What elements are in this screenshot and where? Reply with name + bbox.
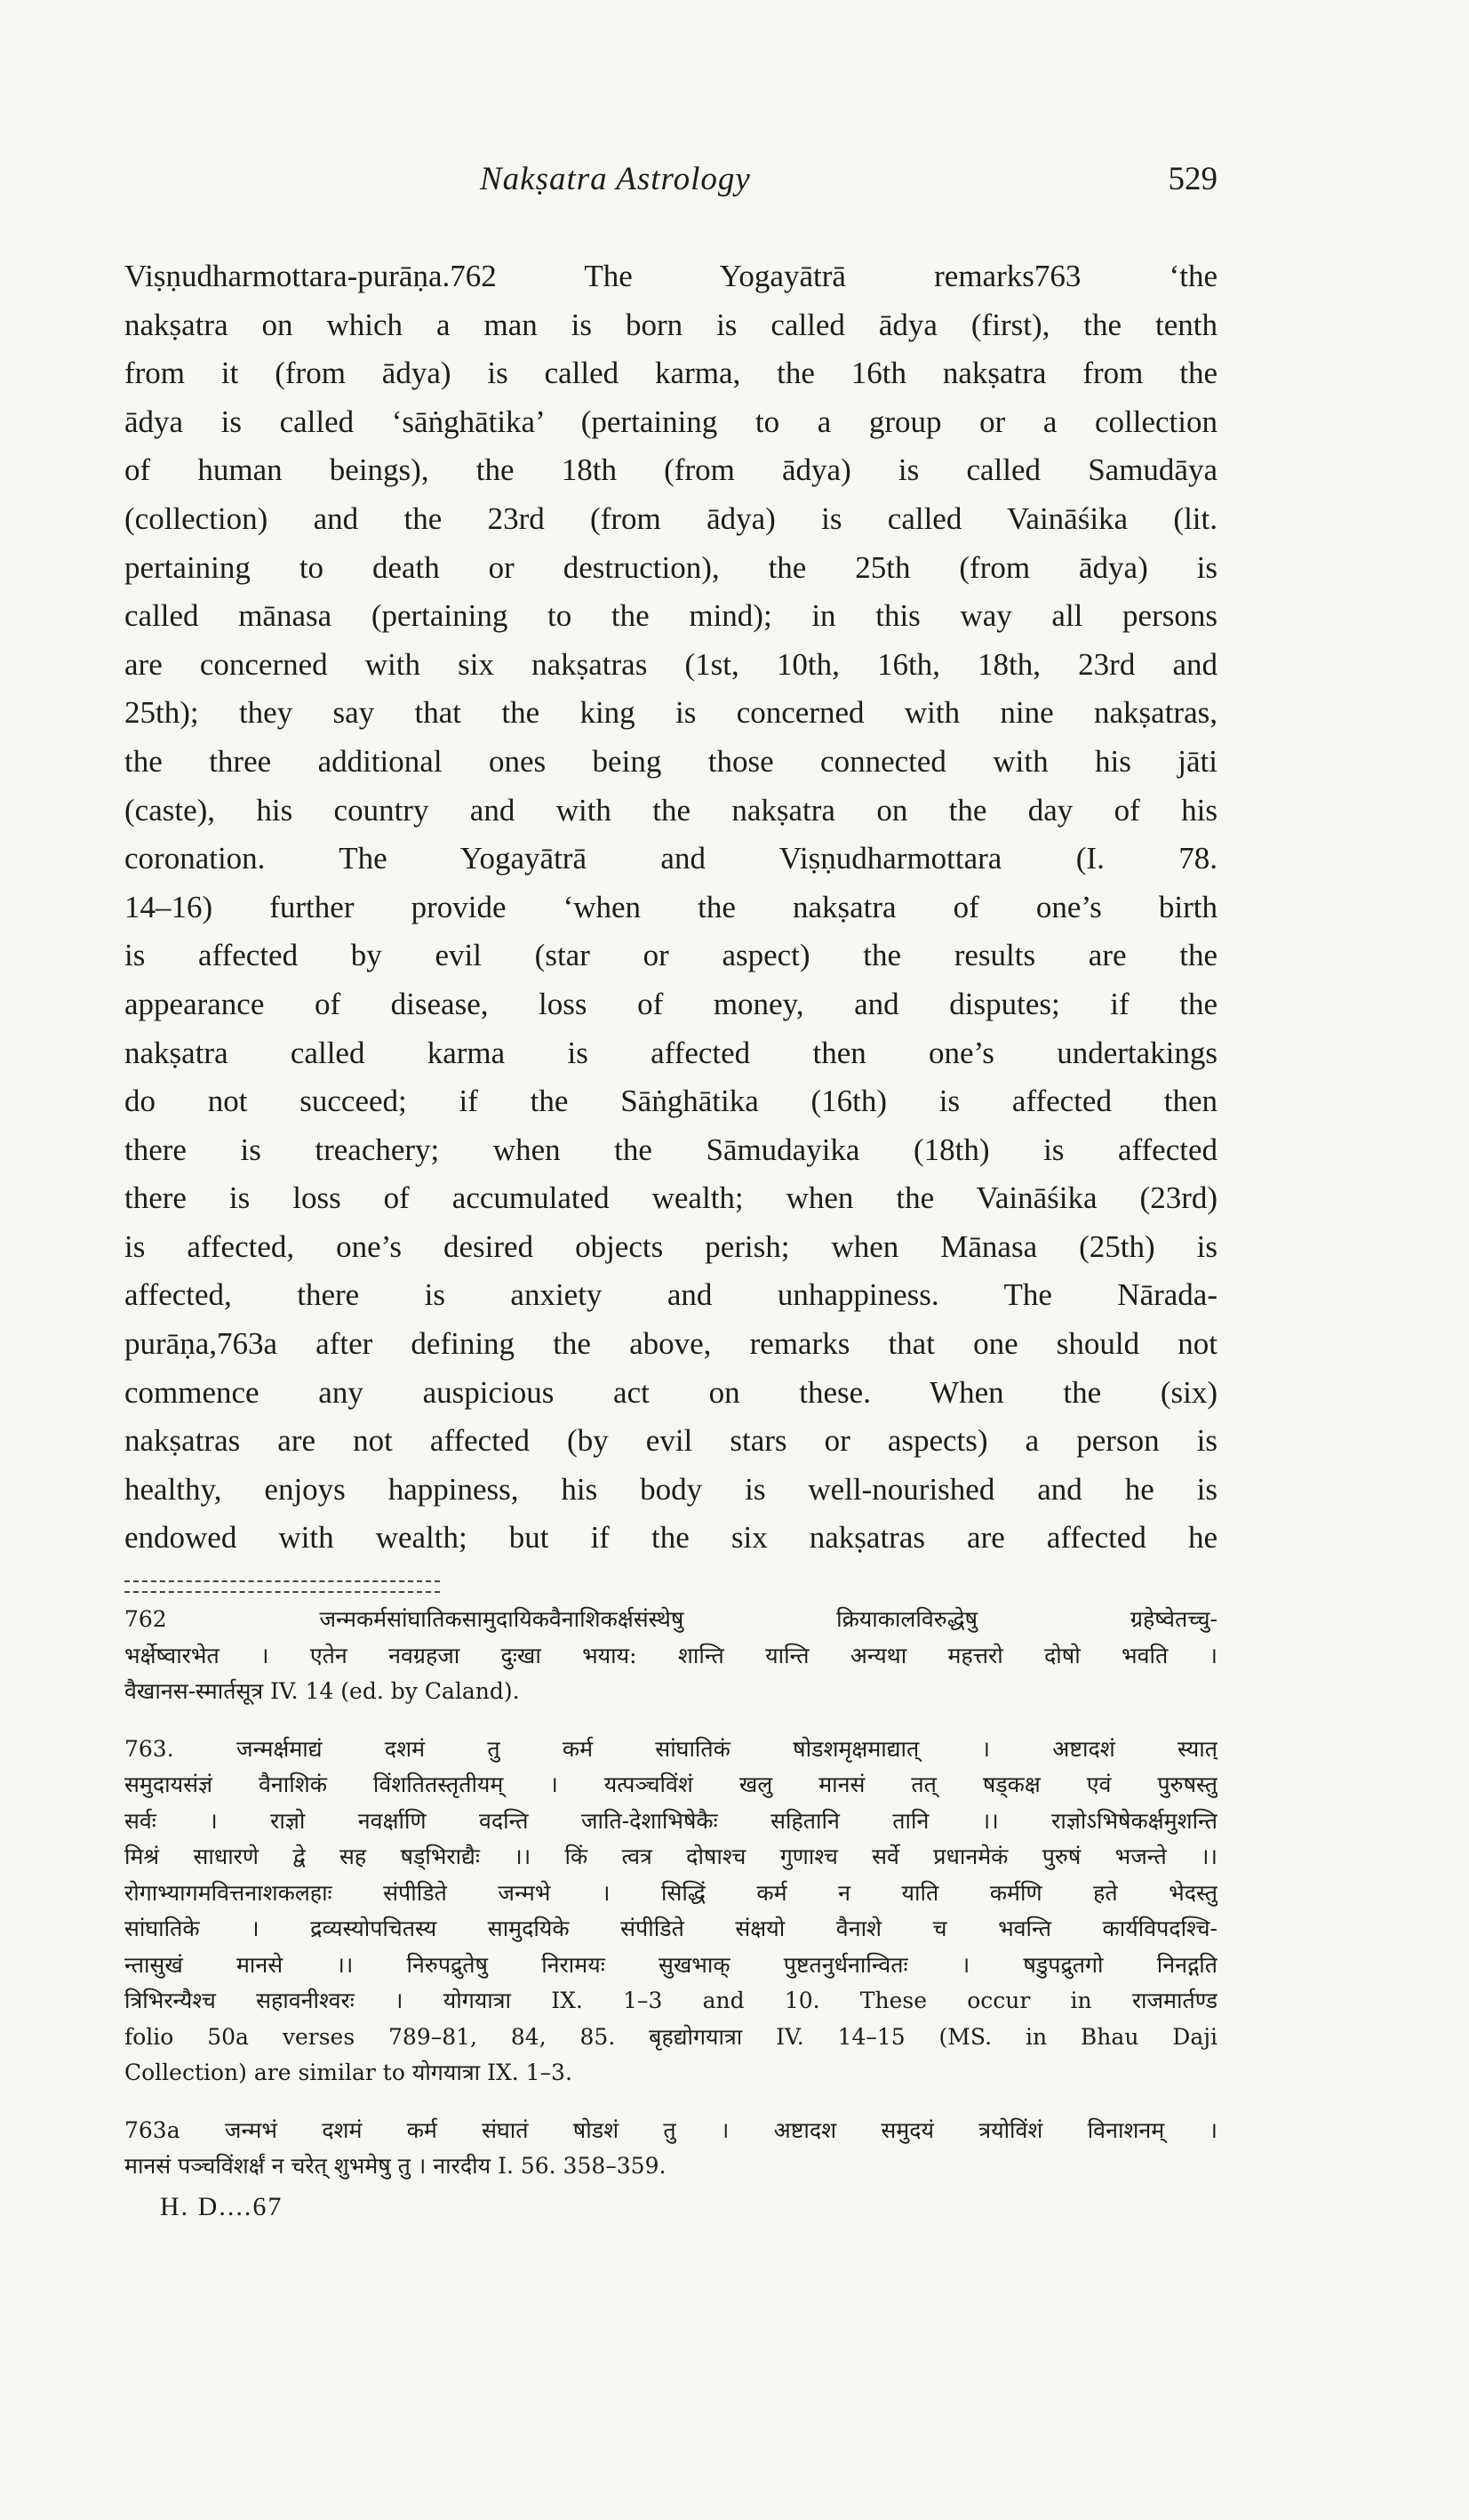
body-line: coronation. The Yogayātrā and Viṣṇudharmottara (I. 78. <box>124 841 1218 876</box>
footnote-line: मिश्रं साधारणे द्वे सह षड्भिराद्यैः ।। किं त्वत्र दोषाश्च गुणाश्च सर्वे प्रधानमेकं पुरुषं भजन्ते ।। <box>124 1844 1218 1870</box>
body-line: 14–16) further provide ‘when the nakṣatra of one’s birth <box>124 889 1218 924</box>
page-number: 529 <box>1168 161 1218 197</box>
footnote-gap <box>124 2092 1218 2104</box>
body-line: do not succeed; if the Sāṅghātika (16th) is affected then <box>124 1084 1218 1119</box>
body-line: is affected, one’s desired objects perish; when Mānasa (25th) is <box>124 1228 1218 1264</box>
body-line: nakṣatra on which a man is born is called ādya (first), the tenth <box>124 307 1218 342</box>
body-line: Viṣṇudharmottara-purāṇa.762 The Yogayātrā remarks763 ‘the <box>124 259 1218 293</box>
footnote-separator <box>124 1580 440 1593</box>
body-line: (caste), his country and with the nakṣatra on the day of his <box>124 792 1218 828</box>
document-page <box>124 160 1218 2471</box>
footnote-line: त्रिभिरन्यैश्च सहावनीश्वरः । योगयात्रा IX. 1–3 and 10. These occur in राजमार्तण्ड <box>124 1988 1218 2014</box>
body-line: is affected by evil (star or aspect) the results are the <box>124 938 1218 973</box>
body-text <box>124 252 1218 1563</box>
footnote-763a <box>124 2113 1218 2185</box>
body-line: there is treachery; when the Sāmudayika (18th) is affected <box>124 1132 1218 1167</box>
footnote-line: 763a जन्मभं दशमं कर्म संघातं षोडशं तु । अष्टादश समुदयं त्रयोविंशं विनाशनम् । <box>124 2116 1218 2143</box>
footnotes <box>124 1602 1218 2185</box>
footnote-line: भर्क्षेष्वारभेत । एतेन नवग्रहजा दुःखा भयाय: शान्ति यान्ति अन्यथा महत्तरो दोषो भवति । <box>124 1642 1218 1668</box>
body-line: ādya is called ‘sāṅghātika’ (pertaining to a group or a collection <box>124 404 1218 439</box>
body-line: from it (from ādya) is called karma, the 16th nakṣatra from the <box>124 356 1218 391</box>
footnote-line: सर्वः । राज्ञो नवर्क्षाणि वदन्ति जाति-देशाभिषेकैः सहितानि तानि ।। राज्ञोऽभिषेकर्क्षमुशन्ति <box>124 1807 1218 1834</box>
body-line: of human beings), the 18th (from ādya) is called Samudāya <box>124 452 1218 488</box>
body-line: 25th); they say that the king is concerned with nine nakṣatras, <box>124 695 1218 731</box>
footnote-762 <box>124 1602 1218 1710</box>
footnote-line: सांघातिके । द्रव्यस्योपचितस्य सामुदयिके संपीडिते संक्षयो वैनाशे च भवन्ति कार्यविपदश्चि- <box>124 1916 1218 1942</box>
running-title: Nakṣatra Astrology <box>480 161 751 197</box>
footnote-line: वैखानस-स्मार्तसूत्र IV. 14 (ed. by Caland). <box>124 1678 520 1705</box>
body-line: endowed with wealth; but if the six nakṣatras are affected he <box>124 1520 1218 1556</box>
signature-mark: H. D....67 <box>160 2191 283 2221</box>
body-line: are concerned with six nakṣatras (1st, 10th, 16th, 18th, 23rd and <box>124 646 1218 682</box>
body-line: nakṣatras are not affected (by evil stars or aspects) a person is <box>124 1423 1218 1459</box>
footnote-line: folio 50a verses 789–81, 84, 85. बृहद्योगयात्रा IV. 14–15 (MS. in Bhau Daji <box>124 2023 1218 2050</box>
footnote-line: न्तासुखं मानसे ।। निरुपद्रुतेषु निरामयः सुखभाक् पुष्टतनुर्धनान्वितः । षडुपद्रुतगो निनद्गति <box>124 1951 1218 1978</box>
body-line: (collection) and the 23rd (from ādya) is called Vaināśika (lit. <box>124 500 1218 536</box>
footnote-line: Collection) are similar to योगयात्रा IX. 1–3. <box>124 2060 572 2086</box>
footnote-line: 762 जन्मकर्मसांघातिकसामुदायिकवैनाशिकर्क्षसंस्थेषु क्रियाकालविरुद्धेषु ग्रहेष्वेतच्चु- <box>124 1606 1218 1633</box>
body-line: purāṇa,763a after defining the above, remarks that one should not <box>124 1326 1218 1362</box>
footnote-line: समुदायसंज्ञं वैनाशिकं विंशतितस्तृतीयम् । यत्पञ्चविंशं खलु मानसं तत् षड्कक्ष एवं पुरुषस्तु <box>124 1772 1218 1798</box>
body-line: there is loss of accumulated wealth; when the Vaināśika (23rd) <box>124 1180 1218 1216</box>
body-line: appearance of disease, loss of money, and disputes; if the <box>124 986 1218 1021</box>
body-line: pertaining to death or destruction), the 25th (from ādya) is <box>124 549 1218 585</box>
body-line: affected, there is anxiety and unhappiness. The Nārada- <box>124 1277 1218 1313</box>
footnote-763 <box>124 1732 1218 2092</box>
body-line: called mānasa (pertaining to the mind); in this way all persons <box>124 598 1218 634</box>
body-line: healthy, enjoys happiness, his body is well-nourished and he is <box>124 1471 1218 1507</box>
body-line: nakṣatra called karma is affected then one’s undertakings <box>124 1035 1218 1070</box>
footnote-line: 763. जन्मर्क्षमाद्यं दशमं तु कर्म सांघातिकं षोडशमृक्षमाद्यात् । अष्टादशं स्यात् <box>124 1735 1218 1762</box>
body-line: commence any auspicious act on these. When the (six) <box>124 1374 1218 1410</box>
body-line: the three additional ones being those connected with his jāti <box>124 743 1218 779</box>
running-header <box>124 160 1218 213</box>
footnote-line: मानसं पञ्चविंशर्क्षं न चरेत् शुभमेषु तु । नारदीय I. 56. 358–359. <box>124 2153 667 2180</box>
footnote-line: रोगाभ्यागमवित्तनाशकलहाः संपीडिते जन्मभे । सिद्धिं कर्म न याति कर्मणि हते भेदस्तु <box>124 1879 1218 1906</box>
footnote-gap <box>124 1710 1218 1723</box>
